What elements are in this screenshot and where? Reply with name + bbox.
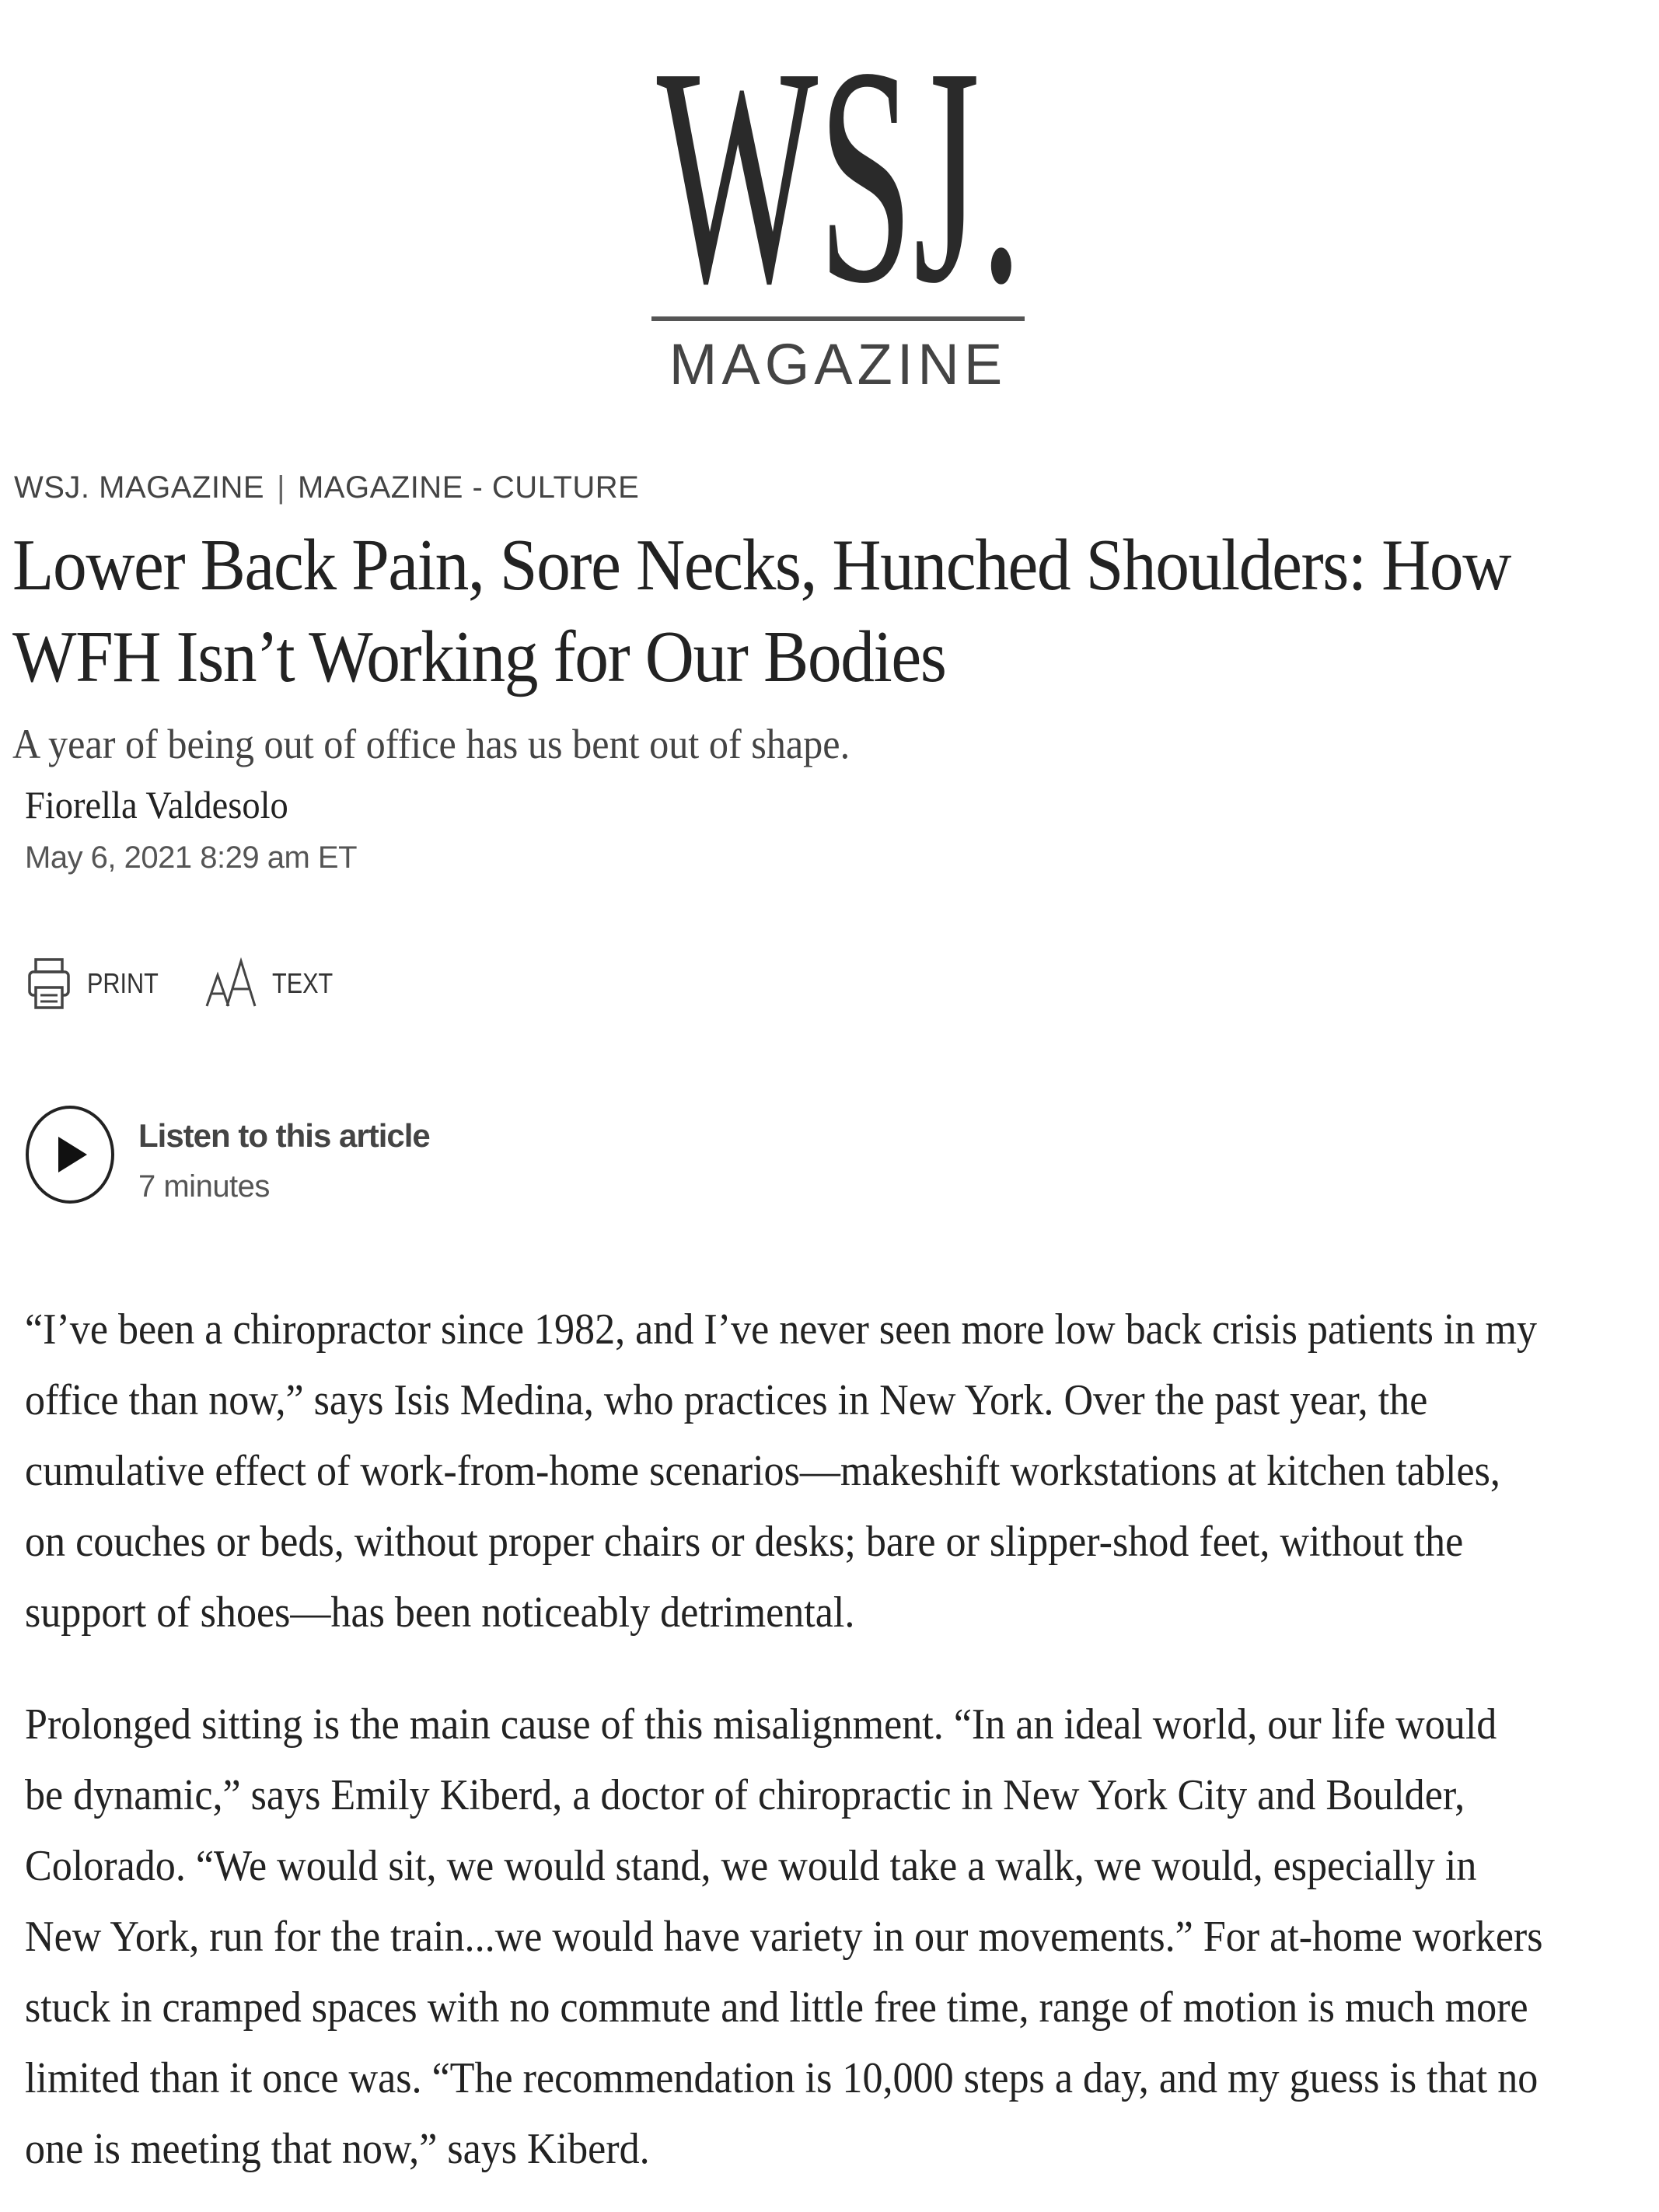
text-size-button[interactable] <box>205 956 344 1011</box>
wsj-logo-graphic <box>637 47 1042 303</box>
magazine-wordmark: MAGAZINE <box>669 332 1008 397</box>
masthead <box>0 47 1659 412</box>
article-paragraph: Prolonged sitting is the main cause of this misalignment. “In an ideal world, our life would be dynamic,” says Emily Kiberd, a doctor of chiropractic in New York City and Boulder, Colorado. “We would sit, we would stand, we would take a walk, we would, especially in New York, run for the train...we would have variety in our movements.” For at-home workers stuck in cramped spaces with no commute and little free time, range of motion is much more limited than it once was. “The recommendation is 10,000 steps a day, and my guess is that no one is meeting that now,” says Kiberd. <box>25 1700 1543 2173</box>
breadcrumb-separator: | <box>277 470 285 505</box>
logo-divider <box>651 316 1025 321</box>
breadcrumb-wsj-magazine[interactable]: WSJ. MAGAZINE <box>14 470 265 505</box>
listen-label[interactable]: Listen to this article <box>138 1117 430 1154</box>
section-breadcrumb <box>14 472 639 503</box>
text-size-icon <box>205 956 257 1011</box>
author-byline[interactable]: Fiorella Valdesolo <box>25 783 288 826</box>
article-dek: A year of being out of office has us bent out of shape. <box>12 721 850 767</box>
printer-icon <box>26 956 72 1011</box>
print-label: PRINT <box>87 967 159 999</box>
wsj-logo-text: WSJ. <box>656 47 1023 303</box>
breadcrumb-culture[interactable]: MAGAZINE - CULTURE <box>297 470 640 505</box>
publish-date: May 6, 2021 8:29 am ET <box>25 840 358 875</box>
audio-duration: 7 minutes <box>138 1169 270 1204</box>
audio-player <box>23 1104 568 1213</box>
play-icon[interactable] <box>23 1104 117 1205</box>
wsj-logo[interactable] <box>637 47 1042 303</box>
article-paragraph: “I’ve been a chiropractor since 1982, and I’ve never seen more low back crisis patients in my office than now,” says Isis Medina, who practices in New York. Over the past year, the cumulative effect of work-from-home scenarios—makeshift workstations at kitchen tables, on couches or beds, without proper chairs or desks; bare or slipper-shod feet, without the support of shoes—has been noticeably detrimental. <box>25 1305 1538 1637</box>
article-tools <box>26 952 378 1015</box>
print-button[interactable] <box>26 956 171 1011</box>
text-size-label: TEXT <box>272 967 334 999</box>
article-headline: Lower Back Pain, Sore Necks, Hunched Shoulders: How WFH Isn’t Working for Our Bodies <box>12 525 1511 697</box>
